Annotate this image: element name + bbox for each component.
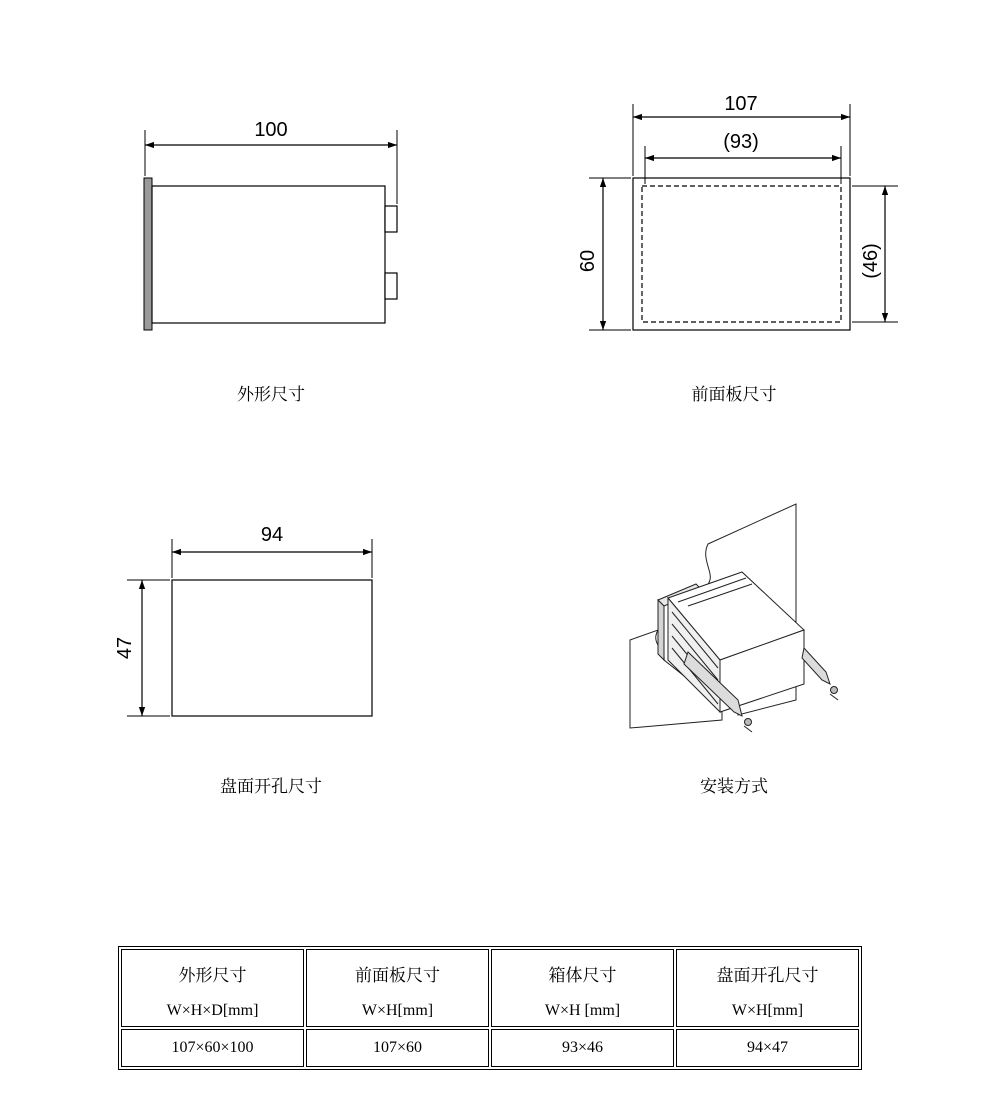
front-bezel bbox=[144, 178, 152, 330]
table-cell: 107×60 bbox=[306, 1029, 489, 1067]
screw-thread bbox=[744, 726, 752, 732]
width-dimension-label: 107 bbox=[724, 93, 758, 115]
depth-dimension-label: 100 bbox=[254, 119, 288, 141]
column-unit: W×H [mm] bbox=[544, 1001, 621, 1019]
cutout-outline bbox=[172, 580, 372, 716]
column-title: 前面板尺寸 bbox=[355, 965, 440, 986]
outline-view-caption: 外形尺寸 bbox=[237, 385, 305, 405]
front-bezel-side bbox=[658, 600, 664, 660]
cutout-view-caption: 盘面开孔尺寸 bbox=[220, 777, 322, 797]
inner-width-dimension-label: (93) bbox=[723, 131, 759, 153]
cutout-view bbox=[114, 524, 372, 797]
column-unit: W×H[mm] bbox=[731, 1001, 804, 1019]
table-header-cell bbox=[676, 949, 859, 1027]
outline-view bbox=[144, 119, 397, 405]
column-unit: W×H×D[mm] bbox=[166, 1001, 259, 1019]
screw-thread bbox=[830, 694, 838, 700]
front-panel-outline bbox=[633, 178, 850, 330]
table-cell: 107×60×100 bbox=[121, 1029, 304, 1067]
table-cell: 93×46 bbox=[491, 1029, 674, 1067]
cutout-height-label: 47 bbox=[114, 636, 136, 660]
table-header-cell bbox=[491, 949, 674, 1027]
rear-terminal-upper bbox=[385, 206, 397, 232]
table-row bbox=[121, 1029, 859, 1067]
inner-height-dimension-label: (46) bbox=[860, 243, 882, 279]
screw bbox=[745, 719, 752, 726]
height-dimension-label: 60 bbox=[577, 249, 599, 273]
table-header-cell bbox=[306, 949, 489, 1027]
cutout-width-label: 94 bbox=[260, 524, 284, 546]
table-cell: 94×47 bbox=[676, 1029, 859, 1067]
mounting-bracket-right bbox=[802, 648, 830, 684]
installation-caption: 安装方式 bbox=[700, 777, 768, 797]
screw bbox=[831, 687, 838, 694]
front-view-caption: 前面板尺寸 bbox=[691, 385, 777, 405]
column-title: 箱体尺寸 bbox=[548, 965, 617, 986]
column-title: 外形尺寸 bbox=[178, 965, 247, 986]
column-title: 盘面开孔尺寸 bbox=[716, 965, 819, 986]
rear-terminal-lower bbox=[385, 273, 397, 299]
table-header-cell bbox=[121, 949, 304, 1027]
spec-table bbox=[118, 946, 862, 1070]
column-unit: W×H[mm] bbox=[361, 1001, 434, 1019]
table-header-row bbox=[121, 949, 859, 1027]
installation-illustration bbox=[630, 504, 838, 732]
housing-body bbox=[152, 186, 385, 323]
front-view bbox=[577, 93, 898, 405]
